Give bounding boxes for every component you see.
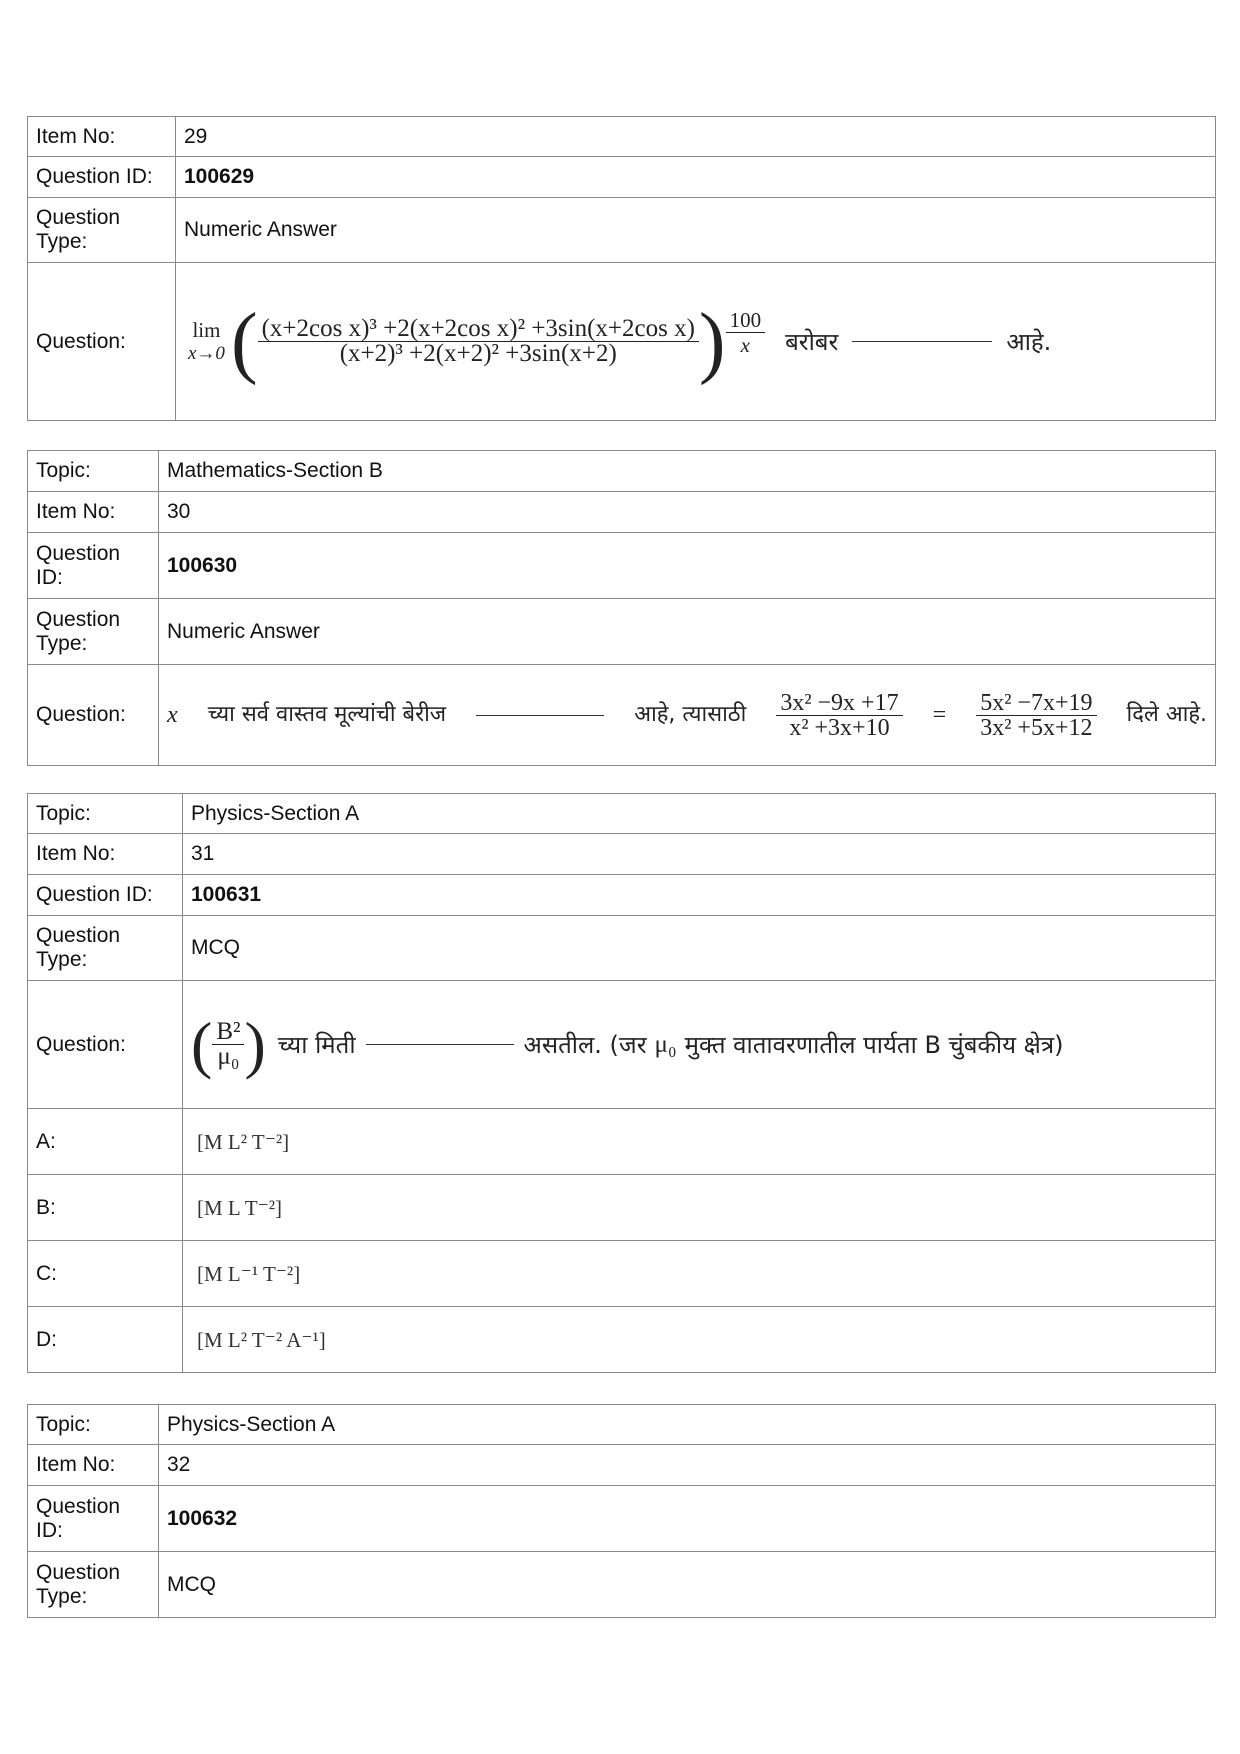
question-label: Question: (28, 981, 183, 1109)
right-paren: ) (698, 297, 726, 386)
question-block-31 (27, 793, 1216, 1373)
question-id-label: Question ID: (28, 533, 159, 599)
question-text-end: दिले आहे. (1126, 702, 1207, 727)
item-no-value: 31 (183, 834, 1216, 875)
mu-symbol: μ₀ (654, 1030, 677, 1058)
question-text-pre: च्या मिती (277, 1030, 356, 1059)
question-id-label: Question ID: (28, 875, 183, 916)
option-text: [M L T⁻²] (183, 1175, 1216, 1241)
question-text-pre: च्या सर्व वास्तव मूल्यांची बेरीज (207, 702, 447, 727)
question-type-label: Question Type: (28, 1552, 159, 1618)
question-label: Question: (28, 665, 159, 766)
topic-label: Topic: (28, 794, 183, 834)
question-type-value: Numeric Answer (176, 198, 1216, 263)
question-text-mid: आहे, त्यासाठी (634, 702, 747, 727)
question-type-label: Question Type: (28, 198, 176, 263)
option-row-a[interactable] (28, 1109, 1216, 1175)
question-content (159, 665, 1216, 766)
question-type-value: MCQ (159, 1552, 1216, 1618)
item-no-value: 29 (176, 117, 1216, 157)
question-id-label: Question ID: (28, 1486, 159, 1552)
question-text-post: असतील. (जर (523, 1030, 647, 1059)
option-text: [M L⁻¹ T⁻²] (183, 1241, 1216, 1307)
topic-label: Topic: (28, 451, 159, 492)
option-row-b[interactable] (28, 1175, 1216, 1241)
question-id-value: 100631 (183, 875, 1216, 916)
limit-numerator: (x+2cos x)³ +2(x+2cos x)² +3sin(x+2cos x) (258, 317, 699, 342)
option-label: C: (28, 1241, 183, 1307)
question-type-label: Question Type: (28, 599, 159, 665)
question-id-value: 100632 (159, 1486, 1216, 1552)
answer-blank (476, 715, 604, 716)
question-content (183, 981, 1216, 1109)
topic-value: Physics-Section A (183, 794, 1216, 834)
option-row-c[interactable] (28, 1241, 1216, 1307)
question-id-value: 100629 (176, 157, 1216, 198)
item-no-label: Item No: (28, 834, 183, 875)
question-text-mid: बरोबर (785, 327, 839, 356)
question-block-29 (27, 116, 1216, 421)
option-label: B: (28, 1175, 183, 1241)
equals-sign: = (932, 702, 947, 728)
option-text: [M L² T⁻² A⁻¹] (183, 1307, 1216, 1373)
item-no-value: 30 (159, 492, 1216, 533)
question-label: Question: (28, 263, 176, 421)
topic-label: Topic: (28, 1405, 159, 1445)
question-text-end: मुक्त वातावरणातील पार्यता B चुंबकीय क्षेत्र) (684, 1030, 1064, 1059)
left-paren: ( (191, 1008, 213, 1080)
option-label: D: (28, 1307, 183, 1373)
answer-blank (852, 341, 992, 342)
question-id-value: 100630 (159, 533, 1216, 599)
topic-value: Mathematics-Section B (159, 451, 1216, 492)
option-label: A: (28, 1109, 183, 1175)
right-paren: ) (244, 1008, 266, 1080)
item-no-label: Item No: (28, 117, 176, 157)
item-no-label: Item No: (28, 492, 159, 533)
limit-fraction (258, 317, 699, 366)
topic-value: Physics-Section A (159, 1405, 1216, 1445)
question-content (176, 263, 1216, 421)
left-paren: ( (230, 297, 258, 386)
exponent-fraction: $\frac{100}{x}$ (726, 308, 766, 357)
fraction-left: $\frac{\text{3x² −9x +17}}{\text{x² +3x+10}}$ (776, 691, 902, 740)
question-type-value: MCQ (183, 916, 1216, 981)
question-type-value: Numeric Answer (159, 599, 1216, 665)
option-row-d[interactable] (28, 1307, 1216, 1373)
question-type-label: Question Type: (28, 916, 183, 981)
question-text-end: आहे. (1006, 327, 1052, 356)
limit-operator: lim x→0 (188, 317, 225, 364)
fraction-right: $\frac{\text{5x² −7x+19}}{\text{3x² +5x+12}}$ (976, 691, 1096, 740)
dimension-fraction: $\frac{\text{B²}}{\text{μ₀}}$ (212, 1020, 244, 1069)
item-no-value: 32 (159, 1445, 1216, 1486)
item-no-label: Item No: (28, 1445, 159, 1486)
question-block-32 (27, 1404, 1216, 1618)
answer-blank (366, 1044, 514, 1045)
option-text: [M L² T⁻²] (183, 1109, 1216, 1175)
question-id-label: Question ID: (28, 157, 176, 198)
question-block-30 (27, 450, 1216, 766)
limit-denominator: (x+2)³ +2(x+2)² +3sin(x+2) (339, 340, 617, 367)
variable-x: x (167, 702, 178, 728)
